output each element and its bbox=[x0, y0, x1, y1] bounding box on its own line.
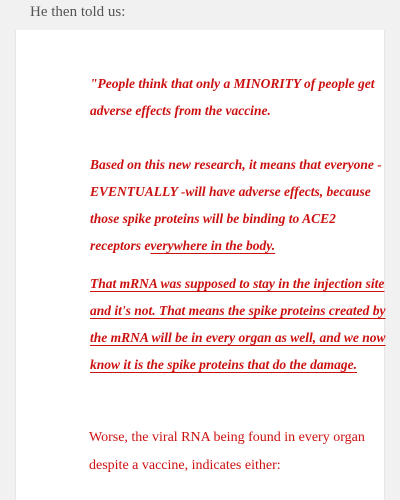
quote-paragraph-3: That mRNA was supposed to stay in the injection site and it's not. That means the spike proteins created by the mRNA will be in every organ as well, and we now know it is the spike proteins that do the damage. bbox=[90, 276, 386, 372]
body-paragraph: Worse, the viral RNA being found in every organ despite a vaccine, indicates either: bbox=[89, 430, 365, 473]
quote-paragraph-2-underlined: verywhere in the body. bbox=[150, 238, 276, 253]
quote-paragraph-2-text: Based on this new research, it means that everyone - EVENTUALLY -will have adverse effects, because those spike proteins will be binding to ACE2 receptors e bbox=[90, 157, 382, 253]
intro-text: He then told us: bbox=[30, 4, 126, 20]
quote-paragraph-1: "People think that only a MINORITY of people get adverse effects from the vaccine. bbox=[90, 76, 375, 118]
quote-paragraph-2 bbox=[90, 151, 390, 259]
blockquote bbox=[90, 70, 390, 378]
